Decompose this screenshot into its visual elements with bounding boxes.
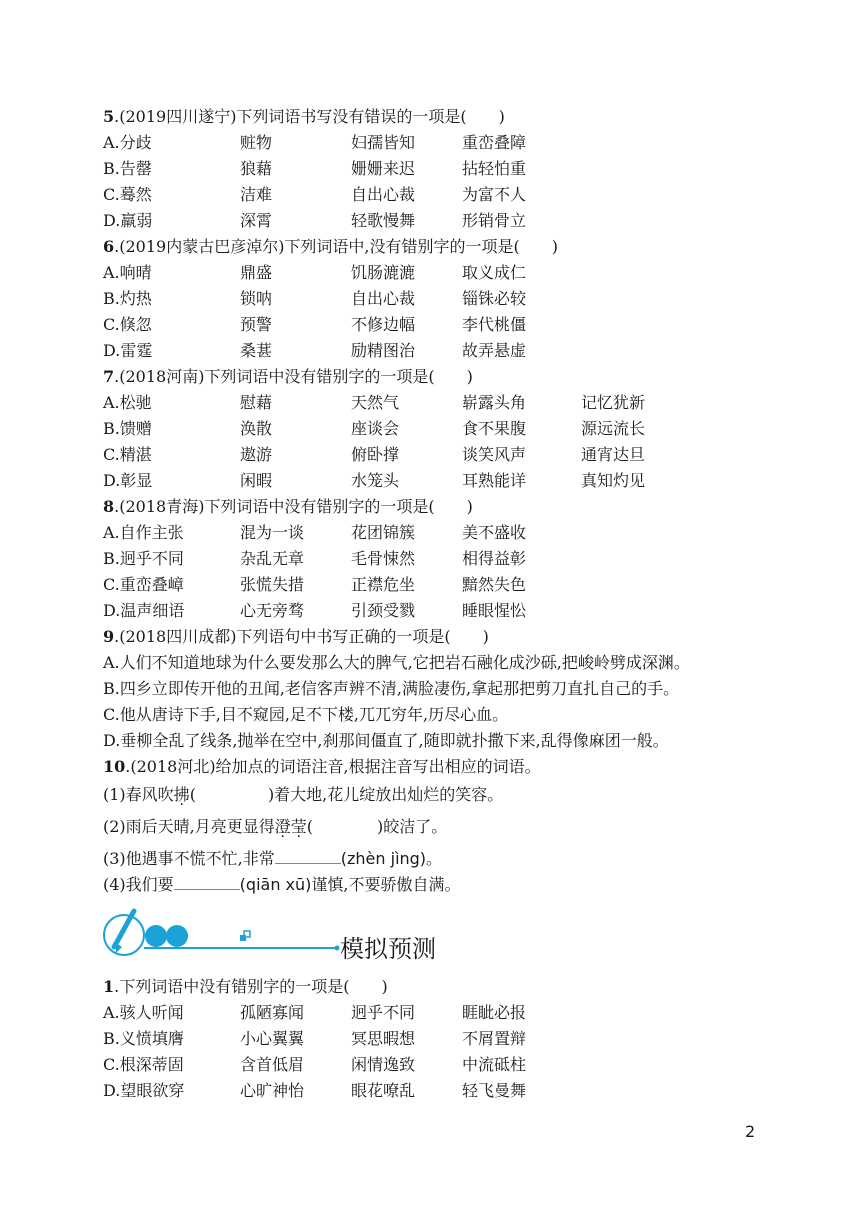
question-text: .下列词语中没有错别字的一项是( ) xyxy=(114,977,388,996)
option-label: A.分歧 xyxy=(103,133,152,152)
option-label: C.倏忽 xyxy=(103,315,152,334)
option-word: 重峦叠障 xyxy=(462,133,527,152)
option-word: 赃物 xyxy=(240,133,273,152)
option-word: 狼藉 xyxy=(240,159,273,178)
section-header xyxy=(100,907,460,967)
option-word: 鼎盛 xyxy=(240,263,273,282)
option-word: 杂乱无章 xyxy=(240,549,305,568)
dotted-char: 澄 xyxy=(274,817,291,836)
option-word: 自出心裁 xyxy=(351,185,416,204)
question-text: .(2018四川成都)下列语句中书写正确的一项是( ) xyxy=(114,627,489,646)
option-sentence: C.他从唐诗下手,目不窥园,足不下楼,兀兀穷年,历尽心血。 xyxy=(103,705,509,724)
question-9-title xyxy=(103,626,489,648)
option-word: 相得益彰 xyxy=(462,549,527,568)
option-word: 俯卧撑 xyxy=(351,445,400,464)
question-10-title xyxy=(103,756,541,778)
option-word: 自出心裁 xyxy=(351,289,416,308)
option-label: D.雷霆 xyxy=(103,341,153,360)
dotted-char: 拂 xyxy=(173,785,190,804)
option-word: 记忆犹新 xyxy=(581,393,646,412)
option-word: 迥乎不同 xyxy=(351,1003,416,1022)
question-number: 6 xyxy=(103,237,115,256)
option-word: 饥肠漉漉 xyxy=(351,263,416,282)
option-word: 小心翼翼 xyxy=(240,1029,305,1048)
option-label: C.根深蒂固 xyxy=(103,1055,184,1074)
option-word: 妇孺皆知 xyxy=(351,133,416,152)
question-8-title xyxy=(103,496,473,518)
option-label: C.蓦然 xyxy=(103,185,152,204)
option-word: 崭露头角 xyxy=(462,393,527,412)
option-word: 慰藉 xyxy=(240,393,273,412)
option-label: A.响晴 xyxy=(103,263,152,282)
option-word: 涣散 xyxy=(240,419,273,438)
option-word: 洁难 xyxy=(240,185,273,204)
option-word: 励精图治 xyxy=(351,341,416,360)
option-word: 毛骨悚然 xyxy=(351,549,416,568)
option-word: 锁呐 xyxy=(240,289,273,308)
option-word: 冥思暇想 xyxy=(351,1029,416,1048)
option-word: 食不果腹 xyxy=(462,419,527,438)
item-text: (3)他遇事不慌不忙,非常 xyxy=(103,849,275,868)
page-number: 2 xyxy=(745,1122,756,1141)
dotted-char: 莹 xyxy=(290,817,307,836)
option-word: 睚眦必报 xyxy=(462,1003,527,1022)
fill-item-3 xyxy=(103,847,442,870)
option-word: 座谈会 xyxy=(351,419,400,438)
pinyin-hint: (zhèn jìng)。 xyxy=(340,849,443,868)
option-word: 花团锦簇 xyxy=(351,523,416,542)
option-word: 闲暇 xyxy=(240,471,273,490)
question-5-title xyxy=(103,106,505,128)
option-word: 心无旁骛 xyxy=(240,601,305,620)
option-word: 水笼头 xyxy=(351,471,400,490)
pinyin-hint: (qiān xū) xyxy=(239,875,312,894)
option-word: 轻歌慢舞 xyxy=(351,211,416,230)
option-label: B.馈赠 xyxy=(103,419,152,438)
option-label: D.温声细语 xyxy=(103,601,185,620)
option-word: 含首低眉 xyxy=(240,1055,305,1074)
question-number: 1 xyxy=(103,977,115,996)
option-word: 引颈受戮 xyxy=(351,601,416,620)
section-title: 模拟预测 xyxy=(340,935,436,963)
option-word: 桑葚 xyxy=(240,341,273,360)
option-sentence: D.垂柳全乱了线条,抛举在空中,刹那间僵直了,随即就扑撒下来,乱得像麻团一般。 xyxy=(103,731,669,750)
option-word: 深霄 xyxy=(240,211,273,230)
option-word: 为富不人 xyxy=(462,185,527,204)
option-label: C.精湛 xyxy=(103,445,152,464)
option-word: 形销骨立 xyxy=(462,211,527,230)
question-number: 10 xyxy=(103,757,126,776)
question-7-title xyxy=(103,366,473,388)
answer-blank[interactable]: ( xyxy=(189,785,196,804)
option-label: A.骇人听闻 xyxy=(103,1003,184,1022)
fill-item-4 xyxy=(103,873,461,896)
answer-blank[interactable] xyxy=(174,873,240,890)
item-text: (4)我们要 xyxy=(103,875,174,894)
option-word: 美不盛收 xyxy=(462,523,527,542)
option-word: 混为一谈 xyxy=(240,523,305,542)
question-text: .(2019四川遂宁)下列词语书写没有错误的一项是( ) xyxy=(114,107,505,126)
fill-item-2 xyxy=(103,816,447,838)
practice-question-1-title xyxy=(103,976,388,998)
option-label: C.重峦叠嶂 xyxy=(103,575,184,594)
question-text: .(2018河南)下列词语中没有错别字的一项是( ) xyxy=(114,367,473,386)
option-word: 姗姗来迟 xyxy=(351,159,416,178)
item-text: (2)雨后天晴,月亮更显得 xyxy=(103,817,275,836)
option-word: 黯然失色 xyxy=(462,575,527,594)
question-text: .(2018青海)下列词语中没有错别字的一项是( ) xyxy=(114,497,473,516)
question-text: .(2018河北)给加点的词语注音,根据注音写出相应的词语。 xyxy=(125,757,541,776)
option-word: 预警 xyxy=(240,315,273,334)
question-number: 9 xyxy=(103,627,115,646)
option-word: 不屑置辩 xyxy=(462,1029,527,1048)
option-label: A.自作主张 xyxy=(103,523,184,542)
option-word: 取义成仁 xyxy=(462,263,527,282)
option-word: 心旷神怡 xyxy=(240,1081,305,1100)
question-number: 5 xyxy=(103,107,115,126)
option-word: 耳熟能详 xyxy=(462,471,527,490)
option-word: 中流砥柱 xyxy=(462,1055,527,1074)
question-number: 8 xyxy=(103,497,115,516)
item-text: )皎洁了。 xyxy=(377,817,448,836)
option-label: D.彰显 xyxy=(103,471,153,490)
option-word: 正襟危坐 xyxy=(351,575,416,594)
question-number: 7 xyxy=(103,367,115,386)
option-word: 真知灼见 xyxy=(581,471,646,490)
option-label: B.迥乎不同 xyxy=(103,549,184,568)
item-text: 谨慎,不要骄傲自满。 xyxy=(311,875,461,894)
option-word: 张慌失措 xyxy=(240,575,305,594)
option-word: 源远流长 xyxy=(581,419,646,438)
answer-blank[interactable] xyxy=(275,847,341,864)
option-word: 故弄悬虚 xyxy=(462,341,527,360)
option-word: 眼花嘹乱 xyxy=(351,1081,416,1100)
option-label: B.灼热 xyxy=(103,289,152,308)
option-word: 谈笑风声 xyxy=(462,445,527,464)
question-6-title xyxy=(103,236,558,258)
item-text: )着大地,花儿绽放出灿烂的笑容。 xyxy=(267,785,504,804)
option-word: 锱铢必较 xyxy=(462,289,527,308)
option-word: 闲情逸致 xyxy=(351,1055,416,1074)
option-word: 李代桃僵 xyxy=(462,315,527,334)
option-word: 轻飞曼舞 xyxy=(462,1081,527,1100)
item-text: (1)春风吹 xyxy=(103,785,174,804)
option-word: 睡眼惺忪 xyxy=(462,601,527,620)
option-label: B.告罄 xyxy=(103,159,152,178)
option-label: A.松驰 xyxy=(103,393,152,412)
section-badge-icon xyxy=(100,907,340,967)
option-word: 不修边幅 xyxy=(351,315,416,334)
answer-blank[interactable]: ( xyxy=(306,817,314,836)
option-word: 遨游 xyxy=(240,445,273,464)
fill-item-1 xyxy=(103,784,503,806)
option-word: 拈轻怕重 xyxy=(462,159,527,178)
option-sentence: A.人们不知道地球为什么要发那么大的脾气,它把岩石融化成沙砾,把峻岭劈成深渊。 xyxy=(103,653,690,672)
question-text: .(2019内蒙古巴彦淖尔)下列词语中,没有错别字的一项是( ) xyxy=(114,237,559,256)
option-label: D.羸弱 xyxy=(103,211,153,230)
option-label: D.望眼欲穿 xyxy=(103,1081,185,1100)
option-word: 天然气 xyxy=(351,393,400,412)
option-word: 通宵达旦 xyxy=(581,445,646,464)
option-sentence: B.四乡立即传开他的丑闻,老信客声辨不清,满脸凄伤,拿起那把剪刀直扎自己的手。 xyxy=(103,679,680,698)
option-label: B.义愤填膺 xyxy=(103,1029,184,1048)
option-word: 孤陋寡闻 xyxy=(240,1003,305,1022)
